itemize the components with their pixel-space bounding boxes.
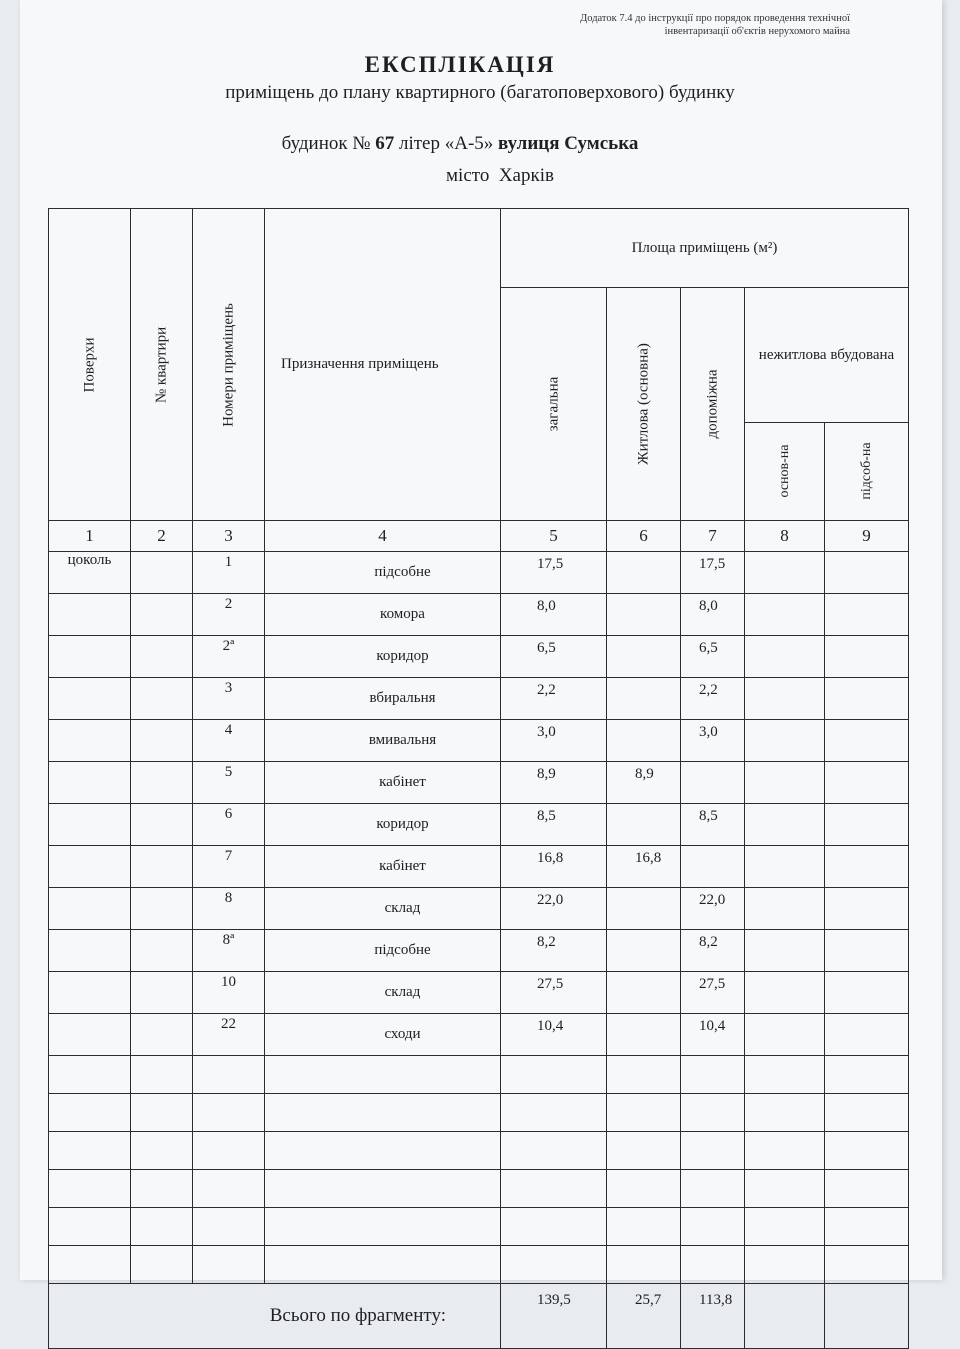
nonres-main-cell bbox=[745, 552, 825, 594]
living-area-cell bbox=[607, 804, 681, 846]
empty-cell bbox=[49, 1170, 131, 1208]
room-number-cell: 2 bbox=[193, 594, 265, 636]
aux-area-cell bbox=[681, 762, 745, 804]
empty-cell bbox=[265, 1132, 501, 1170]
apartment-cell bbox=[131, 846, 193, 888]
floor-cell bbox=[49, 972, 131, 1014]
total-area-cell: 10,4 bbox=[501, 1014, 607, 1056]
empty-cell bbox=[501, 1246, 607, 1284]
nonres-main-cell bbox=[745, 804, 825, 846]
empty-row bbox=[49, 1132, 909, 1170]
column-number: 1 bbox=[49, 521, 131, 552]
apartment-cell bbox=[131, 678, 193, 720]
col-header-purpose: Призначення приміщень bbox=[265, 209, 501, 521]
empty-cell bbox=[193, 1246, 265, 1284]
empty-cell bbox=[501, 1170, 607, 1208]
column-number: 6 bbox=[607, 521, 681, 552]
street-name: Сумська bbox=[564, 133, 639, 154]
room-number-cell: 5 bbox=[193, 762, 265, 804]
aux-area-cell: 2,2 bbox=[681, 678, 745, 720]
total-area-cell: 8,0 bbox=[501, 594, 607, 636]
purpose-cell: сходи bbox=[265, 1014, 501, 1056]
nonres-aux-cell bbox=[825, 804, 909, 846]
empty-cell bbox=[607, 1170, 681, 1208]
apartment-cell bbox=[131, 762, 193, 804]
totals-nonres-main bbox=[745, 1284, 825, 1349]
empty-cell bbox=[193, 1170, 265, 1208]
nonres-aux-cell bbox=[825, 762, 909, 804]
col-header-total: загальна bbox=[501, 288, 607, 521]
purpose-cell: підсобне bbox=[265, 552, 501, 594]
empty-row bbox=[49, 1170, 909, 1208]
empty-cell bbox=[131, 1246, 193, 1284]
letter-label: літер bbox=[398, 133, 440, 154]
empty-cell bbox=[131, 1170, 193, 1208]
empty-cell bbox=[607, 1132, 681, 1170]
empty-cell bbox=[193, 1208, 265, 1246]
empty-cell bbox=[501, 1132, 607, 1170]
aux-area-cell: 17,5 bbox=[681, 552, 745, 594]
table-row bbox=[49, 1014, 909, 1056]
aux-area-cell: 8,2 bbox=[681, 930, 745, 972]
empty-cell bbox=[131, 1094, 193, 1132]
purpose-cell: склад bbox=[265, 972, 501, 1014]
building-number: 67 bbox=[375, 133, 395, 154]
empty-row bbox=[49, 1208, 909, 1246]
totals-aux-area: 113,8 bbox=[681, 1284, 745, 1349]
table-row bbox=[49, 678, 909, 720]
table-row bbox=[49, 888, 909, 930]
floor-cell bbox=[49, 888, 131, 930]
empty-cell bbox=[825, 1208, 909, 1246]
total-area-cell: 22,0 bbox=[501, 888, 607, 930]
nonres-aux-cell bbox=[825, 930, 909, 972]
nonres-main-cell bbox=[745, 1014, 825, 1056]
nonres-main-cell bbox=[745, 846, 825, 888]
table-row bbox=[49, 972, 909, 1014]
apartment-cell bbox=[131, 888, 193, 930]
total-area-cell: 27,5 bbox=[501, 972, 607, 1014]
purpose-cell: комора bbox=[265, 594, 501, 636]
purpose-cell: кабінет bbox=[265, 846, 501, 888]
col-header-nonresidential: нежитлова вбудована bbox=[745, 288, 909, 423]
living-area-cell: 8,9 bbox=[607, 762, 681, 804]
column-number: 8 bbox=[745, 521, 825, 552]
table-row bbox=[49, 636, 909, 678]
apartment-cell bbox=[131, 1014, 193, 1056]
room-number-cell: 3 bbox=[193, 678, 265, 720]
empty-cell bbox=[745, 1246, 825, 1284]
column-number: 4 bbox=[265, 521, 501, 552]
empty-cell bbox=[681, 1056, 745, 1094]
totals-label: Всього по фрагменту: bbox=[49, 1284, 501, 1349]
empty-cell bbox=[265, 1170, 501, 1208]
apartment-cell bbox=[131, 972, 193, 1014]
total-area-cell: 2,2 bbox=[501, 678, 607, 720]
nonres-aux-cell bbox=[825, 720, 909, 762]
nonres-main-cell bbox=[745, 930, 825, 972]
apartment-cell bbox=[131, 594, 193, 636]
nonres-aux-cell bbox=[825, 972, 909, 1014]
empty-cell bbox=[825, 1132, 909, 1170]
living-area-cell bbox=[607, 636, 681, 678]
empty-cell bbox=[607, 1056, 681, 1094]
col-header-living: Житлова (основна) bbox=[607, 288, 681, 521]
living-area-cell bbox=[607, 720, 681, 762]
col-header-auxiliary: допоміжна bbox=[681, 288, 745, 521]
room-number-cell: 22 bbox=[193, 1014, 265, 1056]
empty-cell bbox=[501, 1056, 607, 1094]
empty-cell bbox=[265, 1246, 501, 1284]
column-number: 2 bbox=[131, 521, 193, 552]
nonres-main-cell bbox=[745, 762, 825, 804]
aux-area-cell: 27,5 bbox=[681, 972, 745, 1014]
total-area-cell: 17,5 bbox=[501, 552, 607, 594]
aux-area-cell: 6,5 bbox=[681, 636, 745, 678]
purpose-cell: вбиральня bbox=[265, 678, 501, 720]
floor-cell bbox=[49, 1014, 131, 1056]
total-area-cell: 3,0 bbox=[501, 720, 607, 762]
total-area-cell: 16,8 bbox=[501, 846, 607, 888]
purpose-cell: вмивальня bbox=[265, 720, 501, 762]
empty-row bbox=[49, 1094, 909, 1132]
aux-area-cell bbox=[681, 846, 745, 888]
apartment-cell bbox=[131, 636, 193, 678]
empty-cell bbox=[131, 1132, 193, 1170]
empty-cell bbox=[49, 1246, 131, 1284]
apartment-cell bbox=[131, 720, 193, 762]
empty-cell bbox=[745, 1208, 825, 1246]
empty-cell bbox=[49, 1208, 131, 1246]
floor-cell bbox=[49, 678, 131, 720]
empty-cell bbox=[607, 1208, 681, 1246]
nonres-main-cell bbox=[745, 636, 825, 678]
nonres-aux-cell bbox=[825, 552, 909, 594]
total-area-cell: 6,5 bbox=[501, 636, 607, 678]
floor-cell bbox=[49, 762, 131, 804]
table-row bbox=[49, 930, 909, 972]
table-row bbox=[49, 552, 909, 594]
room-number-cell: 6 bbox=[193, 804, 265, 846]
empty-cell bbox=[49, 1132, 131, 1170]
living-area-cell bbox=[607, 594, 681, 636]
living-area-cell bbox=[607, 678, 681, 720]
empty-cell bbox=[745, 1132, 825, 1170]
explication-table bbox=[48, 208, 909, 1349]
column-number: 9 bbox=[825, 521, 909, 552]
city-line bbox=[20, 165, 960, 187]
empty-cell bbox=[825, 1094, 909, 1132]
apartment-cell bbox=[131, 930, 193, 972]
col-header-area-group: Площа приміщень (м²) bbox=[501, 209, 909, 288]
empty-cell bbox=[825, 1170, 909, 1208]
building-line bbox=[0, 133, 940, 155]
nonres-aux-cell bbox=[825, 1014, 909, 1056]
floor-cell bbox=[49, 804, 131, 846]
nonres-main-cell bbox=[745, 720, 825, 762]
empty-cell bbox=[825, 1246, 909, 1284]
room-number-cell: 8ª bbox=[193, 930, 265, 972]
living-area-cell bbox=[607, 552, 681, 594]
nonres-main-cell bbox=[745, 888, 825, 930]
appendix-note: Додаток 7.4 до інструкції про порядок проведення технічної інвентаризації об'єктів нерухомого майна bbox=[580, 13, 850, 37]
empty-cell bbox=[193, 1056, 265, 1094]
city-label: місто bbox=[446, 165, 490, 186]
aux-area-cell: 22,0 bbox=[681, 888, 745, 930]
table-row bbox=[49, 804, 909, 846]
empty-cell bbox=[131, 1056, 193, 1094]
empty-cell bbox=[501, 1094, 607, 1132]
aux-area-cell: 3,0 bbox=[681, 720, 745, 762]
living-area-cell bbox=[607, 930, 681, 972]
table-row bbox=[49, 846, 909, 888]
empty-cell bbox=[825, 1056, 909, 1094]
table-row bbox=[49, 720, 909, 762]
empty-cell bbox=[681, 1170, 745, 1208]
room-number-cell: 2ª bbox=[193, 636, 265, 678]
empty-cell bbox=[193, 1094, 265, 1132]
room-number-cell: 4 bbox=[193, 720, 265, 762]
apartment-cell bbox=[131, 804, 193, 846]
empty-cell bbox=[745, 1094, 825, 1132]
nonres-aux-cell bbox=[825, 678, 909, 720]
column-number: 7 bbox=[681, 521, 745, 552]
empty-cell bbox=[607, 1094, 681, 1132]
table-row bbox=[49, 594, 909, 636]
document-title: ЕКСПЛІКАЦІЯ bbox=[364, 52, 556, 77]
aux-area-cell: 8,5 bbox=[681, 804, 745, 846]
empty-cell bbox=[681, 1094, 745, 1132]
column-number: 5 bbox=[501, 521, 607, 552]
floor-cell bbox=[49, 846, 131, 888]
nonres-main-cell bbox=[745, 972, 825, 1014]
col-header-nonres-main: основ-на bbox=[745, 422, 825, 520]
empty-cell bbox=[193, 1132, 265, 1170]
total-area-cell: 8,5 bbox=[501, 804, 607, 846]
col-header-floors: Поверхи bbox=[49, 209, 131, 521]
purpose-cell: склад bbox=[265, 888, 501, 930]
empty-row bbox=[49, 1056, 909, 1094]
empty-cell bbox=[265, 1208, 501, 1246]
totals-living-area: 25,7 bbox=[607, 1284, 681, 1349]
col-header-nonres-aux: підсоб-на bbox=[825, 422, 909, 520]
column-number: 3 bbox=[193, 521, 265, 552]
empty-cell bbox=[681, 1246, 745, 1284]
empty-cell bbox=[265, 1056, 501, 1094]
total-area-cell: 8,9 bbox=[501, 762, 607, 804]
empty-cell bbox=[681, 1208, 745, 1246]
nonres-main-cell bbox=[745, 594, 825, 636]
empty-cell bbox=[501, 1208, 607, 1246]
table-row bbox=[49, 762, 909, 804]
empty-cell bbox=[49, 1094, 131, 1132]
col-header-room-numbers: Номери приміщень bbox=[193, 209, 265, 521]
purpose-cell: підсобне bbox=[265, 930, 501, 972]
nonres-aux-cell bbox=[825, 636, 909, 678]
room-number-cell: 1 bbox=[193, 552, 265, 594]
empty-cell bbox=[49, 1056, 131, 1094]
purpose-cell: коридор bbox=[265, 636, 501, 678]
apartment-cell bbox=[131, 552, 193, 594]
col-header-apartment: № квартири bbox=[131, 209, 193, 521]
street-label: вулиця bbox=[498, 133, 560, 154]
nonres-main-cell bbox=[745, 678, 825, 720]
totals-nonres-aux bbox=[825, 1284, 909, 1349]
empty-cell bbox=[681, 1132, 745, 1170]
document-subtitle: приміщень до плану квартирного (багатоповерхового) будинку bbox=[225, 82, 735, 103]
nonres-aux-cell bbox=[825, 846, 909, 888]
aux-area-cell: 10,4 bbox=[681, 1014, 745, 1056]
nonres-aux-cell bbox=[825, 888, 909, 930]
empty-cell bbox=[131, 1208, 193, 1246]
totals-row bbox=[49, 1284, 909, 1349]
empty-cell bbox=[607, 1246, 681, 1284]
room-number-cell: 7 bbox=[193, 846, 265, 888]
empty-cell bbox=[745, 1056, 825, 1094]
nonres-aux-cell bbox=[825, 594, 909, 636]
empty-cell bbox=[265, 1094, 501, 1132]
building-letter: «А-5» bbox=[444, 133, 494, 154]
totals-total-area: 139,5 bbox=[501, 1284, 607, 1349]
total-area-cell: 8,2 bbox=[501, 930, 607, 972]
floor-cell bbox=[49, 636, 131, 678]
purpose-cell: коридор bbox=[265, 804, 501, 846]
living-area-cell bbox=[607, 972, 681, 1014]
empty-row bbox=[49, 1246, 909, 1284]
empty-cell bbox=[745, 1170, 825, 1208]
living-area-cell bbox=[607, 888, 681, 930]
room-number-cell: 8 bbox=[193, 888, 265, 930]
building-prefix: будинок № bbox=[281, 133, 371, 154]
column-numbers-row bbox=[49, 521, 909, 552]
floor-cell: цоколь bbox=[49, 552, 131, 594]
aux-area-cell: 8,0 bbox=[681, 594, 745, 636]
floor-cell bbox=[49, 720, 131, 762]
room-number-cell: 10 bbox=[193, 972, 265, 1014]
purpose-cell: кабінет bbox=[265, 762, 501, 804]
living-area-cell: 16,8 bbox=[607, 846, 681, 888]
floor-cell bbox=[49, 594, 131, 636]
living-area-cell bbox=[607, 1014, 681, 1056]
city-name: Харків bbox=[498, 165, 554, 186]
floor-cell bbox=[49, 930, 131, 972]
